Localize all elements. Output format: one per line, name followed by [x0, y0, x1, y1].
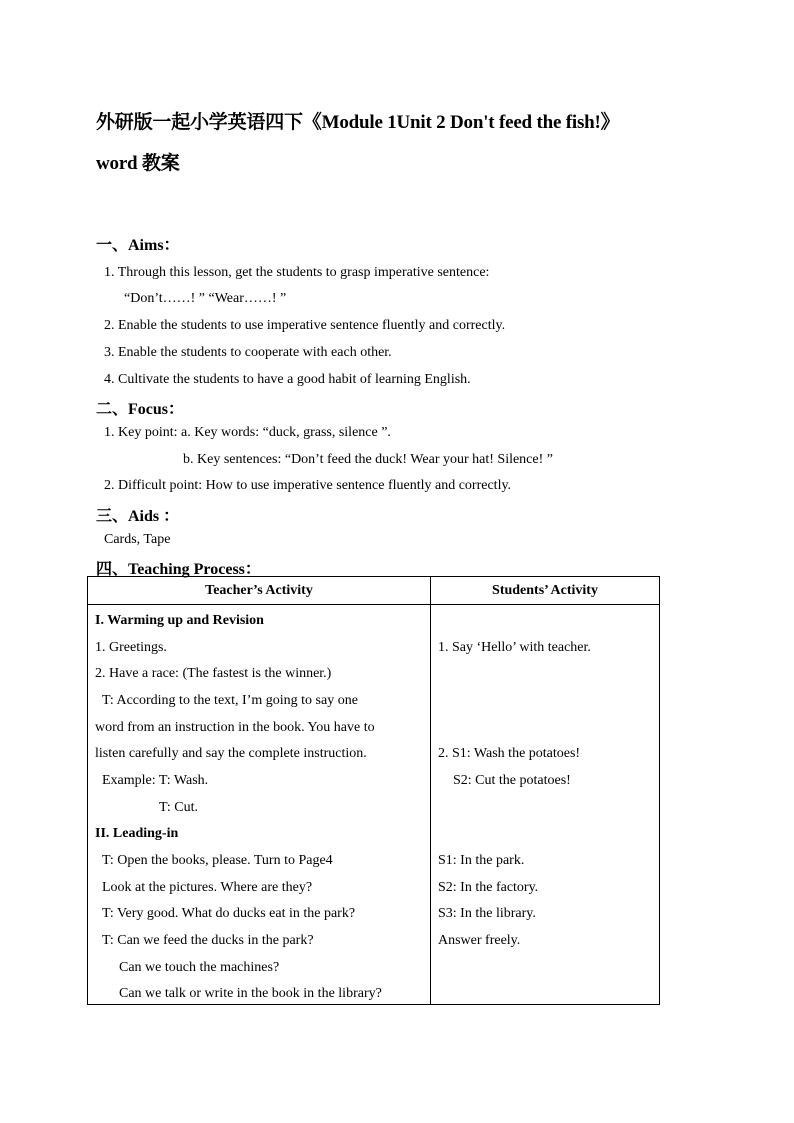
teacher-line: Can we touch the machines? [119, 960, 280, 975]
section-heading-aims: 一、Aims： [96, 237, 180, 254]
students-activity-cell [431, 605, 660, 1005]
aims-item-1-cont: “Don’t……! ” “Wear……! ” [124, 291, 287, 306]
column-header-teacher: Teacher’s Activity [88, 577, 431, 605]
aims-item-1: 1. Through this lesson, get the students to grasp imperative sentence: [104, 265, 490, 280]
student-line: S1: In the park. [438, 853, 525, 868]
teacher-line: Can we talk or write in the book in the library? [119, 986, 382, 1001]
teacher-line: II. Leading-in [95, 826, 179, 841]
teacher-line: T: Very good. What do ducks eat in the park? [102, 906, 356, 921]
student-line: S2: Cut the potatoes! [453, 773, 571, 788]
student-line: S2: In the factory. [438, 880, 539, 895]
teacher-line: listen carefully and say the complete instruction. [95, 746, 367, 761]
focus-item-2: 2. Difficult point: How to use imperative sentence fluently and correctly. [104, 478, 512, 493]
focus-item-1: 1. Key point: a. Key words: “duck, grass, silence ”. [104, 425, 391, 440]
student-line: 1. Say ‘Hello’ with teacher. [438, 640, 591, 655]
aims-item-2: 2. Enable the students to use imperative sentence fluently and correctly. [104, 318, 506, 333]
section-heading-focus: 二、Focus： [96, 401, 185, 418]
teacher-line: 1. Greetings. [95, 640, 167, 655]
aims-item-3: 3. Enable the students to cooperate with each other. [104, 345, 392, 360]
column-header-students: Students’ Activity [431, 577, 660, 605]
teacher-line: I. Warming up and Revision [95, 613, 264, 628]
teacher-line: T: According to the text, I’m going to say one [102, 693, 358, 708]
teacher-line: T: Cut. [159, 800, 198, 815]
teaching-process-table [87, 576, 660, 1005]
teacher-line: T: Can we feed the ducks in the park? [102, 933, 314, 948]
aids-text: Cards, Tape [104, 532, 171, 547]
section-heading-process: 四、Teaching Process： [96, 561, 261, 578]
document-title-line2: word 教案 [96, 153, 180, 174]
teacher-activity-cell [88, 605, 431, 1005]
focus-item-1-sub: b. Key sentences: “Don’t feed the duck! Wear your hat! Silence! ” [183, 452, 553, 467]
document-title-line1: 外研版一起小学英语四下《Module 1Unit 2 Don't feed the fish!》 [96, 112, 620, 133]
student-line: Answer freely. [438, 933, 521, 948]
section-heading-aids: 三、Aids ： [96, 508, 180, 525]
aims-item-4: 4. Cultivate the students to have a good habit of learning English. [104, 372, 471, 387]
student-line: 2. S1: Wash the potatoes! [438, 746, 581, 761]
teacher-line: 2. Have a race: (The fastest is the winner.) [95, 666, 332, 681]
student-line: S3: In the library. [438, 906, 536, 921]
teacher-line: T: Open the books, please. Turn to Page4 [102, 853, 333, 868]
teacher-line: Look at the pictures. Where are they? [102, 880, 313, 895]
teacher-line: word from an instruction in the book. You have to [95, 720, 375, 735]
teacher-line: Example: T: Wash. [102, 773, 209, 788]
